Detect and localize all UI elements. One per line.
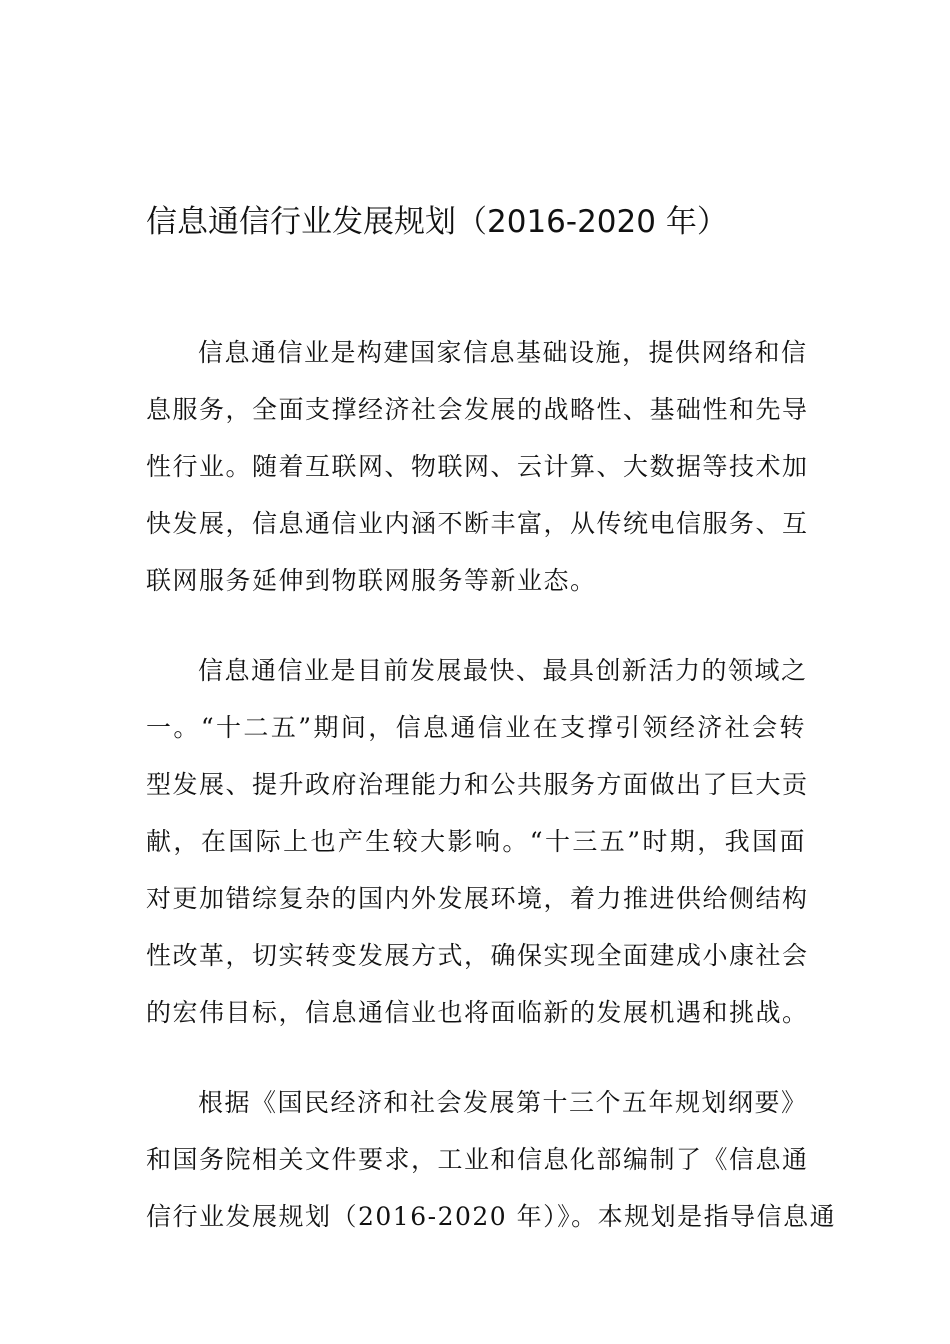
paragraph-line: 息服务，全面支撑经济社会发展的战略性、基础性和先导 — [146, 395, 809, 424]
paragraph-line: 根据《国民经济和社会发展第十三个五年规划纲要》 — [198, 1088, 808, 1117]
document-title: 信息通信行业发展规划（2016-2020 年） — [146, 204, 728, 240]
paragraph-line: 对更加错综复杂的国内外发展环境，着力推进供给侧结构 — [146, 884, 809, 913]
paragraph-line: 一。“十二五”期间，信息通信业在支撑引领经济社会转 — [146, 713, 806, 742]
paragraph-line: 和国务院相关文件要求，工业和信息化部编制了《信息通 — [146, 1145, 809, 1174]
paragraph-line: 性改革，切实转变发展方式，确保实现全面建成小康社会 — [146, 941, 809, 970]
paragraph-line: 联网服务延伸到物联网服务等新业态。 — [146, 566, 597, 595]
paragraph-line: 的宏伟目标，信息通信业也将面临新的发展机遇和挑战。 — [146, 998, 809, 1027]
paragraph-1 — [146, 324, 809, 609]
paragraph-line: 快发展，信息通信业内涵不断丰富，从传统电信服务、互 — [146, 509, 809, 538]
paragraph-line: 献，在国际上也产生较大影响。“十三五”时期，我国面 — [146, 827, 806, 856]
paragraph-3 — [146, 1074, 837, 1245]
paragraph-line: 型发展、提升政府治理能力和公共服务方面做出了巨大贡 — [146, 770, 809, 799]
paragraph-line: 信息通信业是构建国家信息基础设施，提供网络和信 — [198, 338, 808, 367]
paragraph-line: 性行业。随着互联网、物联网、云计算、大数据等技术加 — [146, 452, 809, 481]
paragraph-2 — [146, 642, 809, 1041]
paragraph-line: 信行业发展规划（2016-2020 年）》。本规划是指导信息通 — [146, 1202, 837, 1231]
document-body — [146, 324, 837, 1278]
paragraph-line: 信息通信业是目前发展最快、最具创新活力的领域之 — [198, 656, 808, 685]
